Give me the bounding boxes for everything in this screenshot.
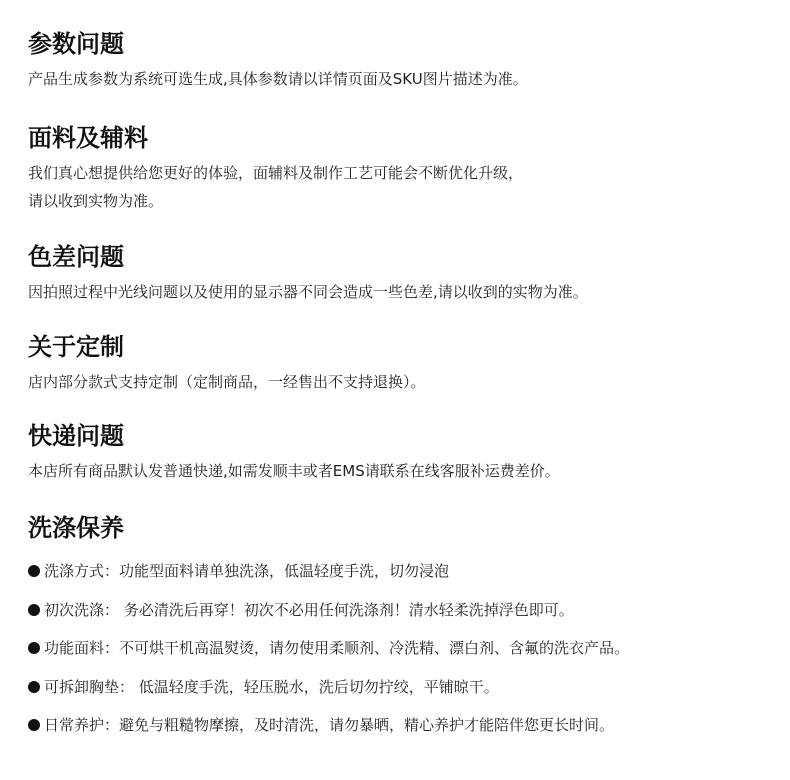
care-item-text: 可拆卸胸垫： 低温轻度手洗，轻压脱水，洗后切勿拧绞，平铺晾干。: [44, 677, 499, 696]
section-shipping: [28, 421, 560, 485]
care-item-text: 功能面料：不可烘干机高温熨烫，请勿使用柔顺剂、冷洗精、漂白剂、含氟的洗衣产品。: [44, 639, 630, 657]
section-heading: 洗涤保养: [28, 514, 124, 542]
section-heading: 面料及辅料: [28, 124, 148, 152]
bullet-icon: [28, 681, 40, 693]
section-care: [28, 513, 629, 754]
section-text: 我们真心想提供给您更好的体验，面辅料及制作工艺可能会不断优化升级，: [28, 164, 524, 182]
list-item: [28, 715, 629, 735]
bullet-icon: [28, 604, 40, 616]
section-heading: 关于定制: [28, 333, 124, 361]
section-text: 本店所有商品默认发普通快递,如需发顺丰或者EMS请联系在线客服补运费差价。: [28, 462, 560, 480]
bullet-icon: [28, 719, 40, 731]
section-heading: 色差问题: [28, 243, 124, 271]
list-item: [28, 561, 629, 581]
care-item-text: 日常养护：避免与粗糙物摩擦，及时清洗，请勿暴晒，精心养护才能陪伴您更长时间。: [44, 716, 615, 734]
bullet-icon: [28, 642, 40, 654]
section-text: 请以收到实物为准。: [28, 192, 164, 210]
section-text: 产品生成参数为系统可选生成,具体参数请以详情页面及SKU图片描述为准。: [28, 70, 528, 88]
section-heading: 快递问题: [28, 422, 124, 450]
section-color-difference: [28, 242, 588, 306]
bullet-icon: [28, 565, 40, 577]
list-item: [28, 638, 629, 658]
care-item-text: 初次洗涤： 务必清洗后再穿！初次不必用任何洗涤剂！清水轻柔洗掉浮色即可。: [44, 600, 574, 619]
list-item: [28, 600, 629, 620]
section-text: 因拍照过程中光线问题以及使用的显示器不同会造成一些色差,请以收到的实物为准。: [28, 283, 588, 301]
care-item-text: 洗涤方式：功能型面料请单独洗涤，低温轻度手洗，切勿浸泡: [44, 562, 450, 580]
list-item: [28, 677, 629, 697]
section-heading: 参数问题: [28, 30, 124, 58]
section-parameters: [28, 29, 528, 93]
section-customization: [28, 332, 426, 396]
section-fabric: [28, 123, 523, 215]
care-list: [28, 561, 629, 735]
section-text: 店内部分款式支持定制（定制商品，一经售出不支持退换）。: [28, 373, 426, 391]
